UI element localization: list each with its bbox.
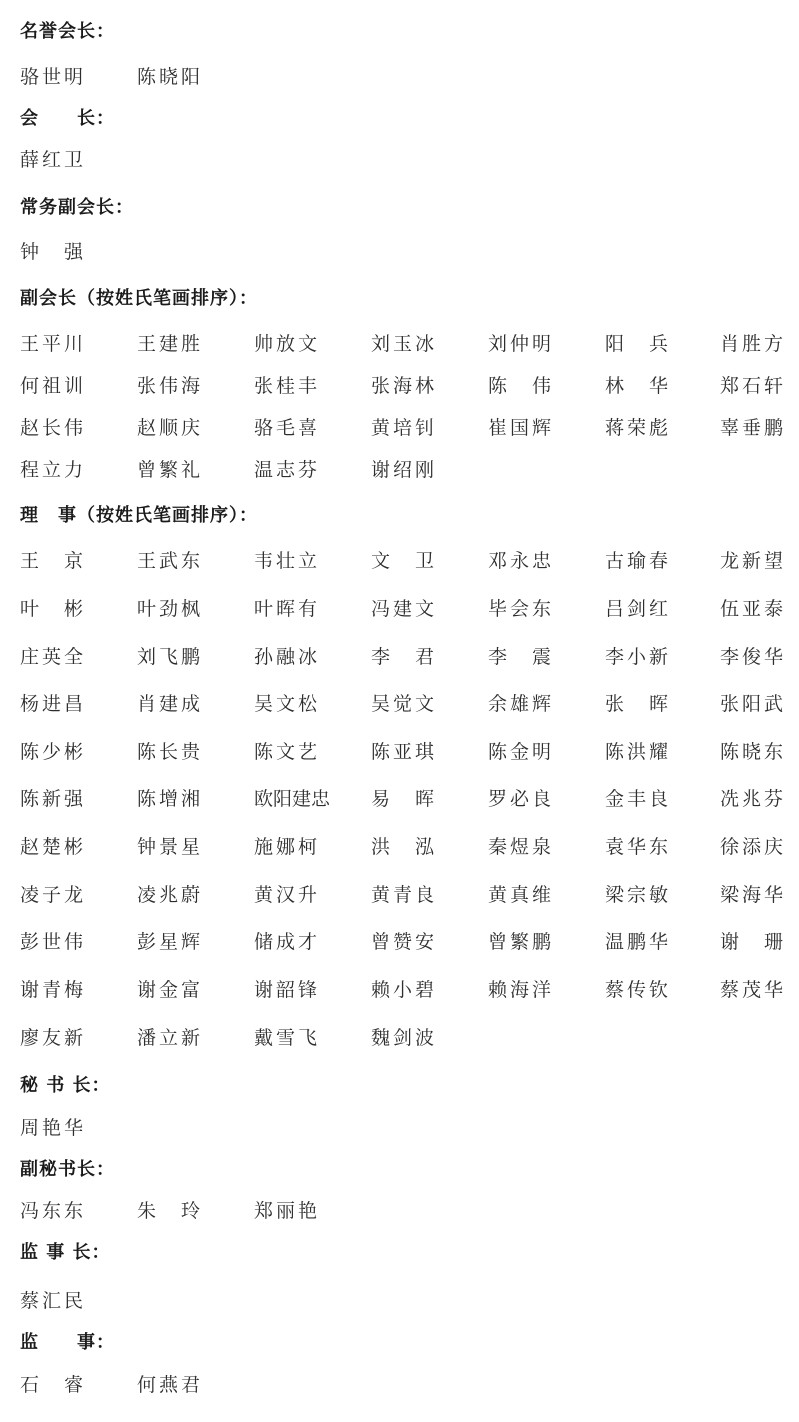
name-row (20, 1025, 790, 1051)
member-name: 钟景星 (137, 836, 204, 858)
member-name: 张阳武 (720, 693, 787, 715)
member-name: 黄汉升 (254, 884, 321, 906)
member-name: 冯建文 (371, 598, 438, 620)
member-name: 黄培钊 (371, 417, 438, 439)
name-row (20, 1288, 790, 1314)
member-name: 欧阳建忠 (254, 788, 331, 810)
member-name: 温鹏华 (605, 931, 672, 953)
member-name: 陈增湘 (137, 788, 204, 810)
member-name: 郑石轩 (720, 375, 787, 397)
member-name: 袁华东 (605, 836, 672, 858)
member-name: 冼兆芬 (720, 788, 787, 810)
member-name: 曾繁礼 (137, 459, 204, 481)
member-name: 文 卫 (371, 550, 438, 572)
name-row (20, 1115, 790, 1141)
section-heading: 会 长： (20, 108, 115, 129)
member-name: 王武东 (137, 550, 204, 572)
member-name: 周艳华 (20, 1117, 87, 1139)
member-name: 冯东东 (20, 1200, 87, 1222)
name-row (20, 977, 790, 1003)
member-name: 温志芬 (254, 459, 321, 481)
name-row (20, 834, 790, 860)
member-name: 叶晖有 (254, 598, 321, 620)
member-name: 余雄辉 (488, 693, 555, 715)
member-name: 凌子龙 (20, 884, 87, 906)
section-heading: 副会长（按姓氏笔画排序）： (20, 288, 258, 309)
section-heading: 副秘书长： (20, 1159, 115, 1180)
member-name: 毕会东 (488, 598, 555, 620)
member-name: 蔡汇民 (20, 1290, 87, 1312)
member-name: 施娜柯 (254, 836, 321, 858)
member-name: 庄英全 (20, 646, 87, 668)
member-name: 谢韶锋 (254, 979, 321, 1001)
member-name: 谢绍刚 (371, 459, 438, 481)
name-row (20, 373, 790, 399)
member-name: 曾赞安 (371, 931, 438, 953)
name-row (20, 147, 790, 173)
member-name: 蔡传钦 (605, 979, 672, 1001)
member-name: 谢 珊 (720, 931, 787, 953)
member-name: 蒋荣彪 (605, 417, 672, 439)
section-heading: 名誉会长： (20, 21, 115, 42)
member-name: 陈洪耀 (605, 741, 672, 763)
member-name: 邓永忠 (488, 550, 555, 572)
member-name: 罗必良 (488, 788, 555, 810)
member-name: 李 震 (488, 646, 555, 668)
name-row (20, 239, 790, 265)
section-heading: 理 事（按姓氏笔画排序）： (20, 505, 258, 526)
name-row (20, 415, 790, 441)
member-name: 陈晓阳 (137, 66, 204, 88)
member-name: 刘玉冰 (371, 333, 438, 355)
member-name: 崔国辉 (488, 417, 555, 439)
member-name: 易 晖 (371, 788, 438, 810)
member-name: 帅放文 (254, 333, 321, 355)
member-name: 吴文松 (254, 693, 321, 715)
name-row (20, 331, 790, 357)
member-name: 叶 彬 (20, 598, 87, 620)
member-name: 潘立新 (137, 1027, 204, 1049)
name-row (20, 457, 790, 483)
member-name: 洪 泓 (371, 836, 438, 858)
member-name: 谢青梅 (20, 979, 87, 1001)
member-name: 陈晓东 (720, 741, 787, 763)
member-name: 孙融冰 (254, 646, 321, 668)
member-name: 秦煜泉 (488, 836, 555, 858)
member-name: 程立力 (20, 459, 87, 481)
member-name: 叶劲枫 (137, 598, 204, 620)
member-name: 陈亚琪 (371, 741, 438, 763)
member-name: 梁海华 (720, 884, 787, 906)
member-name: 张桂丰 (254, 375, 321, 397)
member-name: 梁宗敏 (605, 884, 672, 906)
name-row (20, 596, 790, 622)
name-row (20, 739, 790, 765)
section-heading: 秘 书 长： (20, 1075, 111, 1096)
member-name: 骆毛喜 (254, 417, 321, 439)
member-name: 张海林 (371, 375, 438, 397)
member-name: 何燕君 (137, 1374, 204, 1396)
member-name: 龙新望 (720, 550, 787, 572)
member-name: 韦壮立 (254, 550, 321, 572)
member-name: 凌兆蔚 (137, 884, 204, 906)
member-name: 储成才 (254, 931, 321, 953)
member-name: 朱 玲 (137, 1200, 204, 1222)
member-name: 陈少彬 (20, 741, 87, 763)
member-name: 陈 伟 (488, 375, 555, 397)
section-heading: 监 事： (20, 1332, 115, 1353)
member-name: 王平川 (20, 333, 87, 355)
member-name: 王 京 (20, 550, 87, 572)
member-name: 张伟海 (137, 375, 204, 397)
member-name: 赵顺庆 (137, 417, 204, 439)
name-row (20, 644, 790, 670)
member-name: 杨进昌 (20, 693, 87, 715)
member-name: 廖友新 (20, 1027, 87, 1049)
member-name: 陈长贵 (137, 741, 204, 763)
member-name: 林 华 (605, 375, 672, 397)
member-name: 陈新强 (20, 788, 87, 810)
member-name: 何祖训 (20, 375, 87, 397)
member-name: 伍亚泰 (720, 598, 787, 620)
member-name: 金丰良 (605, 788, 672, 810)
member-name: 钟 强 (20, 241, 87, 263)
name-row (20, 786, 790, 812)
member-name: 吕剑红 (605, 598, 672, 620)
member-name: 骆世明 (20, 66, 87, 88)
name-row (20, 548, 790, 574)
member-name: 彭星辉 (137, 931, 204, 953)
member-name: 彭世伟 (20, 931, 87, 953)
member-name: 徐添庆 (720, 836, 787, 858)
member-name: 陈文艺 (254, 741, 321, 763)
member-name: 薛红卫 (20, 149, 87, 171)
name-row (20, 1372, 790, 1398)
member-name: 谢金富 (137, 979, 204, 1001)
member-name: 石 睿 (20, 1374, 87, 1396)
member-name: 戴雪飞 (254, 1027, 321, 1049)
member-name: 肖建成 (137, 693, 204, 715)
member-name: 古瑜春 (605, 550, 672, 572)
member-name: 蔡茂华 (720, 979, 787, 1001)
member-name: 赵长伟 (20, 417, 87, 439)
name-row (20, 882, 790, 908)
member-name: 魏剑波 (371, 1027, 438, 1049)
member-name: 李 君 (371, 646, 438, 668)
member-name: 李俊华 (720, 646, 787, 668)
section-heading: 常务副会长： (20, 197, 134, 218)
section-heading: 监 事 长： (20, 1242, 111, 1263)
member-name: 刘仲明 (488, 333, 555, 355)
member-name: 李小新 (605, 646, 672, 668)
member-name: 阳 兵 (605, 333, 672, 355)
name-row (20, 929, 790, 955)
member-name: 赵楚彬 (20, 836, 87, 858)
member-name: 吴觉文 (371, 693, 438, 715)
name-row (20, 691, 790, 717)
member-name: 辜垂鹏 (720, 417, 787, 439)
member-name: 赖小碧 (371, 979, 438, 1001)
member-name: 黄青良 (371, 884, 438, 906)
member-name: 王建胜 (137, 333, 204, 355)
member-name: 郑丽艳 (254, 1200, 321, 1222)
member-name: 陈金明 (488, 741, 555, 763)
name-row (20, 1198, 790, 1224)
name-row (20, 64, 790, 90)
member-name: 刘飞鹏 (137, 646, 204, 668)
member-name: 曾繁鹏 (488, 931, 555, 953)
member-name: 张 晖 (605, 693, 672, 715)
member-name: 赖海洋 (488, 979, 555, 1001)
member-name: 黄真维 (488, 884, 555, 906)
member-name: 肖胜方 (720, 333, 787, 355)
